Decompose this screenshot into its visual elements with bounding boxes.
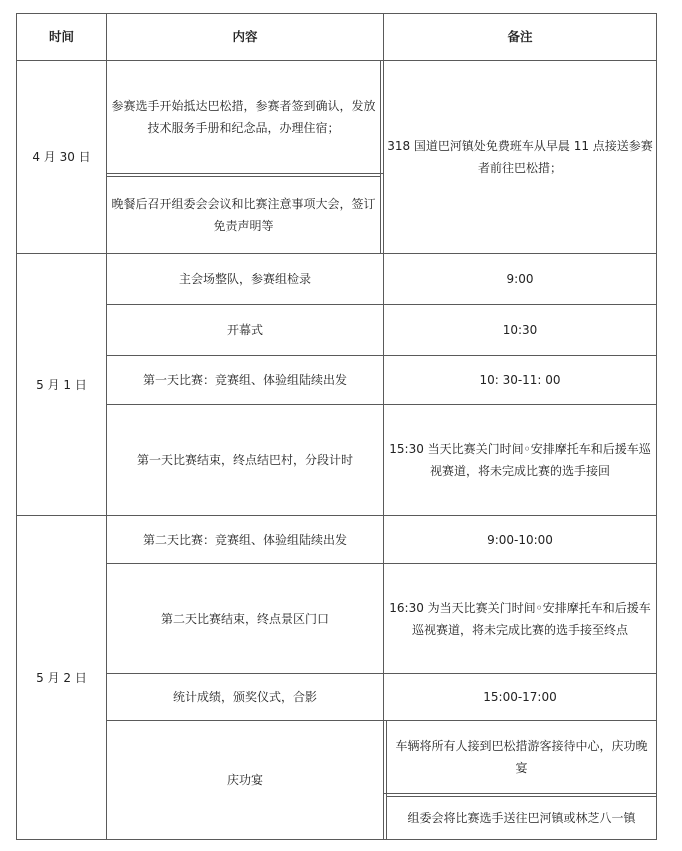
d3-content-race-end: 第二天比赛结束，终点景区门口 xyxy=(160,611,329,626)
d2-content-opening: 开幕式 xyxy=(226,323,263,337)
d3-note-banquet: 车辆将所有人接到巴松措游客接待中心，庆功晚宴 xyxy=(395,739,648,775)
d2-content-checkin: 主会场整队，参赛组检录 xyxy=(178,272,311,286)
d1-content-meeting: 晚餐后召开组委会会议和比赛注意事项大会，签订免责声明等 xyxy=(111,197,376,233)
row-sep-d1-inner xyxy=(106,173,384,174)
d2-note-race-start: 10: 30-11: 00 xyxy=(479,373,561,387)
d2-content-race-end: 第一天比赛结束，终点结巴村，分段计时 xyxy=(136,453,353,467)
d3-content-awards: 统计成绩，颁奖仪式，合影 xyxy=(172,690,317,704)
d1-content-arrival: 参赛选手开始抵达巴松措，参赛者签到确认，发放技术服务手册和纪念品，办理住宿； xyxy=(111,99,376,135)
border-bottom xyxy=(16,839,657,840)
date-apr-30: 4 月 30 日 xyxy=(32,150,91,164)
d3-note-sendoff: 组委会将比赛选手送往巴河镇或林芝八一镇 xyxy=(407,811,636,825)
date-may-1: 5 月 1 日 xyxy=(36,377,87,392)
d3-note-awards: 15:00-17:00 xyxy=(483,690,557,704)
inner-box-d1-right xyxy=(380,60,381,254)
header-time: 时间 xyxy=(48,29,74,44)
header-content: 内容 xyxy=(232,29,258,44)
d3-content-banquet: 庆功宴 xyxy=(226,773,263,787)
row-sep-d3-inner xyxy=(383,793,657,794)
header-note: 备注 xyxy=(507,29,533,44)
d2-note-opening: 10:30 xyxy=(502,323,538,337)
d2-content-race-start: 第一天比赛：竞赛组、体验组陆续出发 xyxy=(142,373,347,387)
d3-content-race-start: 第二天比赛：竞赛组、体验组陆续出发 xyxy=(142,532,347,547)
d3-note-race-end: 16:30 为当天比赛关门时间◦安排摩托车和后援车巡视赛道，将未完成比赛的选手接至终点 xyxy=(389,600,651,637)
date-may-2: 5 月 2 日 xyxy=(36,670,87,685)
d3-note-race-start: 9:00-10:00 xyxy=(487,532,553,547)
d2-note-checkin: 9:00 xyxy=(506,272,534,286)
d1-note-shuttle: 318 国道巴河镇处免费班车从早晨 11 点接送参赛者前往巴松措； xyxy=(387,139,653,175)
d2-note-race-end: 15:30 当天比赛关门时间◦安排摩托车和后援车巡视赛道，将未完成比赛的选手接回 xyxy=(389,442,651,478)
border-right xyxy=(656,13,657,840)
